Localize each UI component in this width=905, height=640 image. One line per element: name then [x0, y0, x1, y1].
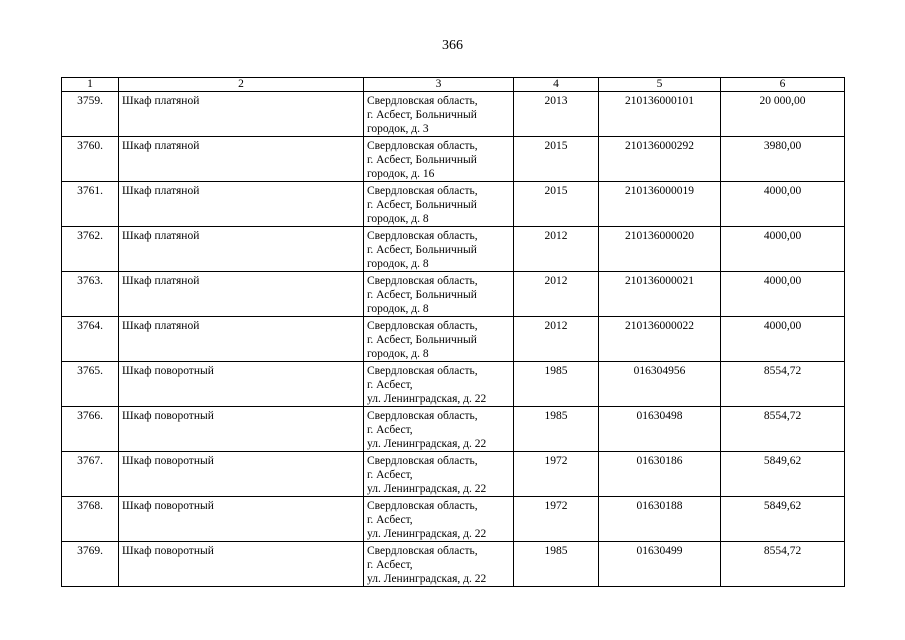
address-line: г. Асбест, Больничный [367, 244, 477, 256]
address-line: г. Асбест, [367, 379, 413, 391]
item-year: 1985 [514, 362, 599, 407]
address-line: Свердловская область, [367, 140, 478, 152]
item-name: Шкаф поворотный [119, 452, 364, 497]
item-year: 2012 [514, 272, 599, 317]
row-number: 3765. [62, 362, 119, 407]
address-line: Свердловская область, [367, 365, 478, 377]
item-address [364, 182, 514, 227]
table-row [62, 407, 845, 452]
row-number: 3764. [62, 317, 119, 362]
item-inventory-number: 210136000020 [599, 227, 721, 272]
address-line: г. Асбест, [367, 559, 413, 571]
item-cost: 4000,00 [721, 317, 845, 362]
row-number: 3767. [62, 452, 119, 497]
item-name: Шкаф платяной [119, 182, 364, 227]
row-number: 3769. [62, 542, 119, 587]
item-year: 2015 [514, 182, 599, 227]
address-line: городок, д. 3 [367, 123, 429, 135]
item-address [364, 542, 514, 587]
item-year: 2013 [514, 92, 599, 137]
item-inventory-number: 01630186 [599, 452, 721, 497]
item-inventory-number: 01630499 [599, 542, 721, 587]
table-row [62, 452, 845, 497]
item-name: Шкаф поворотный [119, 362, 364, 407]
row-number: 3760. [62, 137, 119, 182]
item-inventory-number: 210136000019 [599, 182, 721, 227]
item-inventory-number: 210136000022 [599, 317, 721, 362]
address-line: ул. Ленинградская, д. 22 [367, 393, 487, 405]
address-line: г. Асбест, Больничный [367, 334, 477, 346]
table-row [62, 542, 845, 587]
item-cost: 8554,72 [721, 362, 845, 407]
address-line: Свердловская область, [367, 185, 478, 197]
address-line: ул. Ленинградская, д. 22 [367, 528, 487, 540]
item-cost: 5849,62 [721, 452, 845, 497]
address-line: г. Асбест, [367, 469, 413, 481]
item-address [364, 362, 514, 407]
item-name: Шкаф платяной [119, 272, 364, 317]
item-name: Шкаф поворотный [119, 407, 364, 452]
table-header [62, 78, 845, 92]
item-cost: 20 000,00 [721, 92, 845, 137]
item-year: 1985 [514, 407, 599, 452]
item-name: Шкаф платяной [119, 137, 364, 182]
item-cost: 5849,62 [721, 497, 845, 542]
address-line: городок, д. 8 [367, 258, 429, 270]
table-body [62, 92, 845, 587]
item-inventory-number: 016304956 [599, 362, 721, 407]
item-address [364, 317, 514, 362]
table-row [62, 137, 845, 182]
item-cost: 4000,00 [721, 227, 845, 272]
item-address [364, 137, 514, 182]
address-line: г. Асбест, Больничный [367, 109, 477, 121]
item-name: Шкаф платяной [119, 92, 364, 137]
address-line: ул. Ленинградская, д. 22 [367, 438, 487, 450]
item-name: Шкаф поворотный [119, 542, 364, 587]
item-inventory-number: 210136000101 [599, 92, 721, 137]
address-line: Свердловская область, [367, 230, 478, 242]
page-number: 366 [442, 38, 463, 53]
item-inventory-number: 01630188 [599, 497, 721, 542]
header-col-4: 4 [514, 78, 599, 92]
row-number: 3763. [62, 272, 119, 317]
address-line: городок, д. 8 [367, 303, 429, 315]
item-year: 2015 [514, 137, 599, 182]
item-inventory-number: 210136000021 [599, 272, 721, 317]
address-line: ул. Ленинградская, д. 22 [367, 483, 487, 495]
item-year: 2012 [514, 317, 599, 362]
row-number: 3761. [62, 182, 119, 227]
item-cost: 3980,00 [721, 137, 845, 182]
address-line: Свердловская область, [367, 545, 478, 557]
address-line: г. Асбест, Больничный [367, 199, 477, 211]
table-row [62, 227, 845, 272]
address-line: Свердловская область, [367, 410, 478, 422]
header-col-1: 1 [62, 78, 119, 92]
item-address [364, 272, 514, 317]
header-col-3: 3 [364, 78, 514, 92]
header-col-2: 2 [119, 78, 364, 92]
item-address [364, 407, 514, 452]
item-year: 1985 [514, 542, 599, 587]
row-number: 3768. [62, 497, 119, 542]
address-line: г. Асбест, Больничный [367, 154, 477, 166]
address-line: Свердловская область, [367, 275, 478, 287]
header-col-5: 5 [599, 78, 721, 92]
item-name: Шкаф платяной [119, 227, 364, 272]
item-cost: 8554,72 [721, 407, 845, 452]
address-line: г. Асбест, [367, 514, 413, 526]
item-year: 1972 [514, 497, 599, 542]
item-inventory-number: 210136000292 [599, 137, 721, 182]
item-address [364, 227, 514, 272]
address-line: г. Асбест, Больничный [367, 289, 477, 301]
item-year: 2012 [514, 227, 599, 272]
header-row [62, 78, 845, 92]
address-line: Свердловская область, [367, 455, 478, 467]
address-line: г. Асбест, [367, 424, 413, 436]
item-inventory-number: 01630498 [599, 407, 721, 452]
item-address [364, 92, 514, 137]
table-row [62, 497, 845, 542]
table-row [62, 272, 845, 317]
address-line: городок, д. 8 [367, 348, 429, 360]
address-line: городок, д. 16 [367, 168, 435, 180]
address-line: ул. Ленинградская, д. 22 [367, 573, 487, 585]
item-name: Шкаф платяной [119, 317, 364, 362]
item-year: 1972 [514, 452, 599, 497]
table-row [62, 92, 845, 137]
row-number: 3766. [62, 407, 119, 452]
item-cost: 8554,72 [721, 542, 845, 587]
address-line: Свердловская область, [367, 500, 478, 512]
item-address [364, 452, 514, 497]
row-number: 3762. [62, 227, 119, 272]
table-row [62, 317, 845, 362]
item-address [364, 497, 514, 542]
address-line: городок, д. 8 [367, 213, 429, 225]
address-line: Свердловская область, [367, 95, 478, 107]
item-cost: 4000,00 [721, 272, 845, 317]
item-name: Шкаф поворотный [119, 497, 364, 542]
property-registry-table [61, 77, 845, 587]
table-row [62, 362, 845, 407]
item-cost: 4000,00 [721, 182, 845, 227]
row-number: 3759. [62, 92, 119, 137]
header-col-6: 6 [721, 78, 845, 92]
table-row [62, 182, 845, 227]
address-line: Свердловская область, [367, 320, 478, 332]
